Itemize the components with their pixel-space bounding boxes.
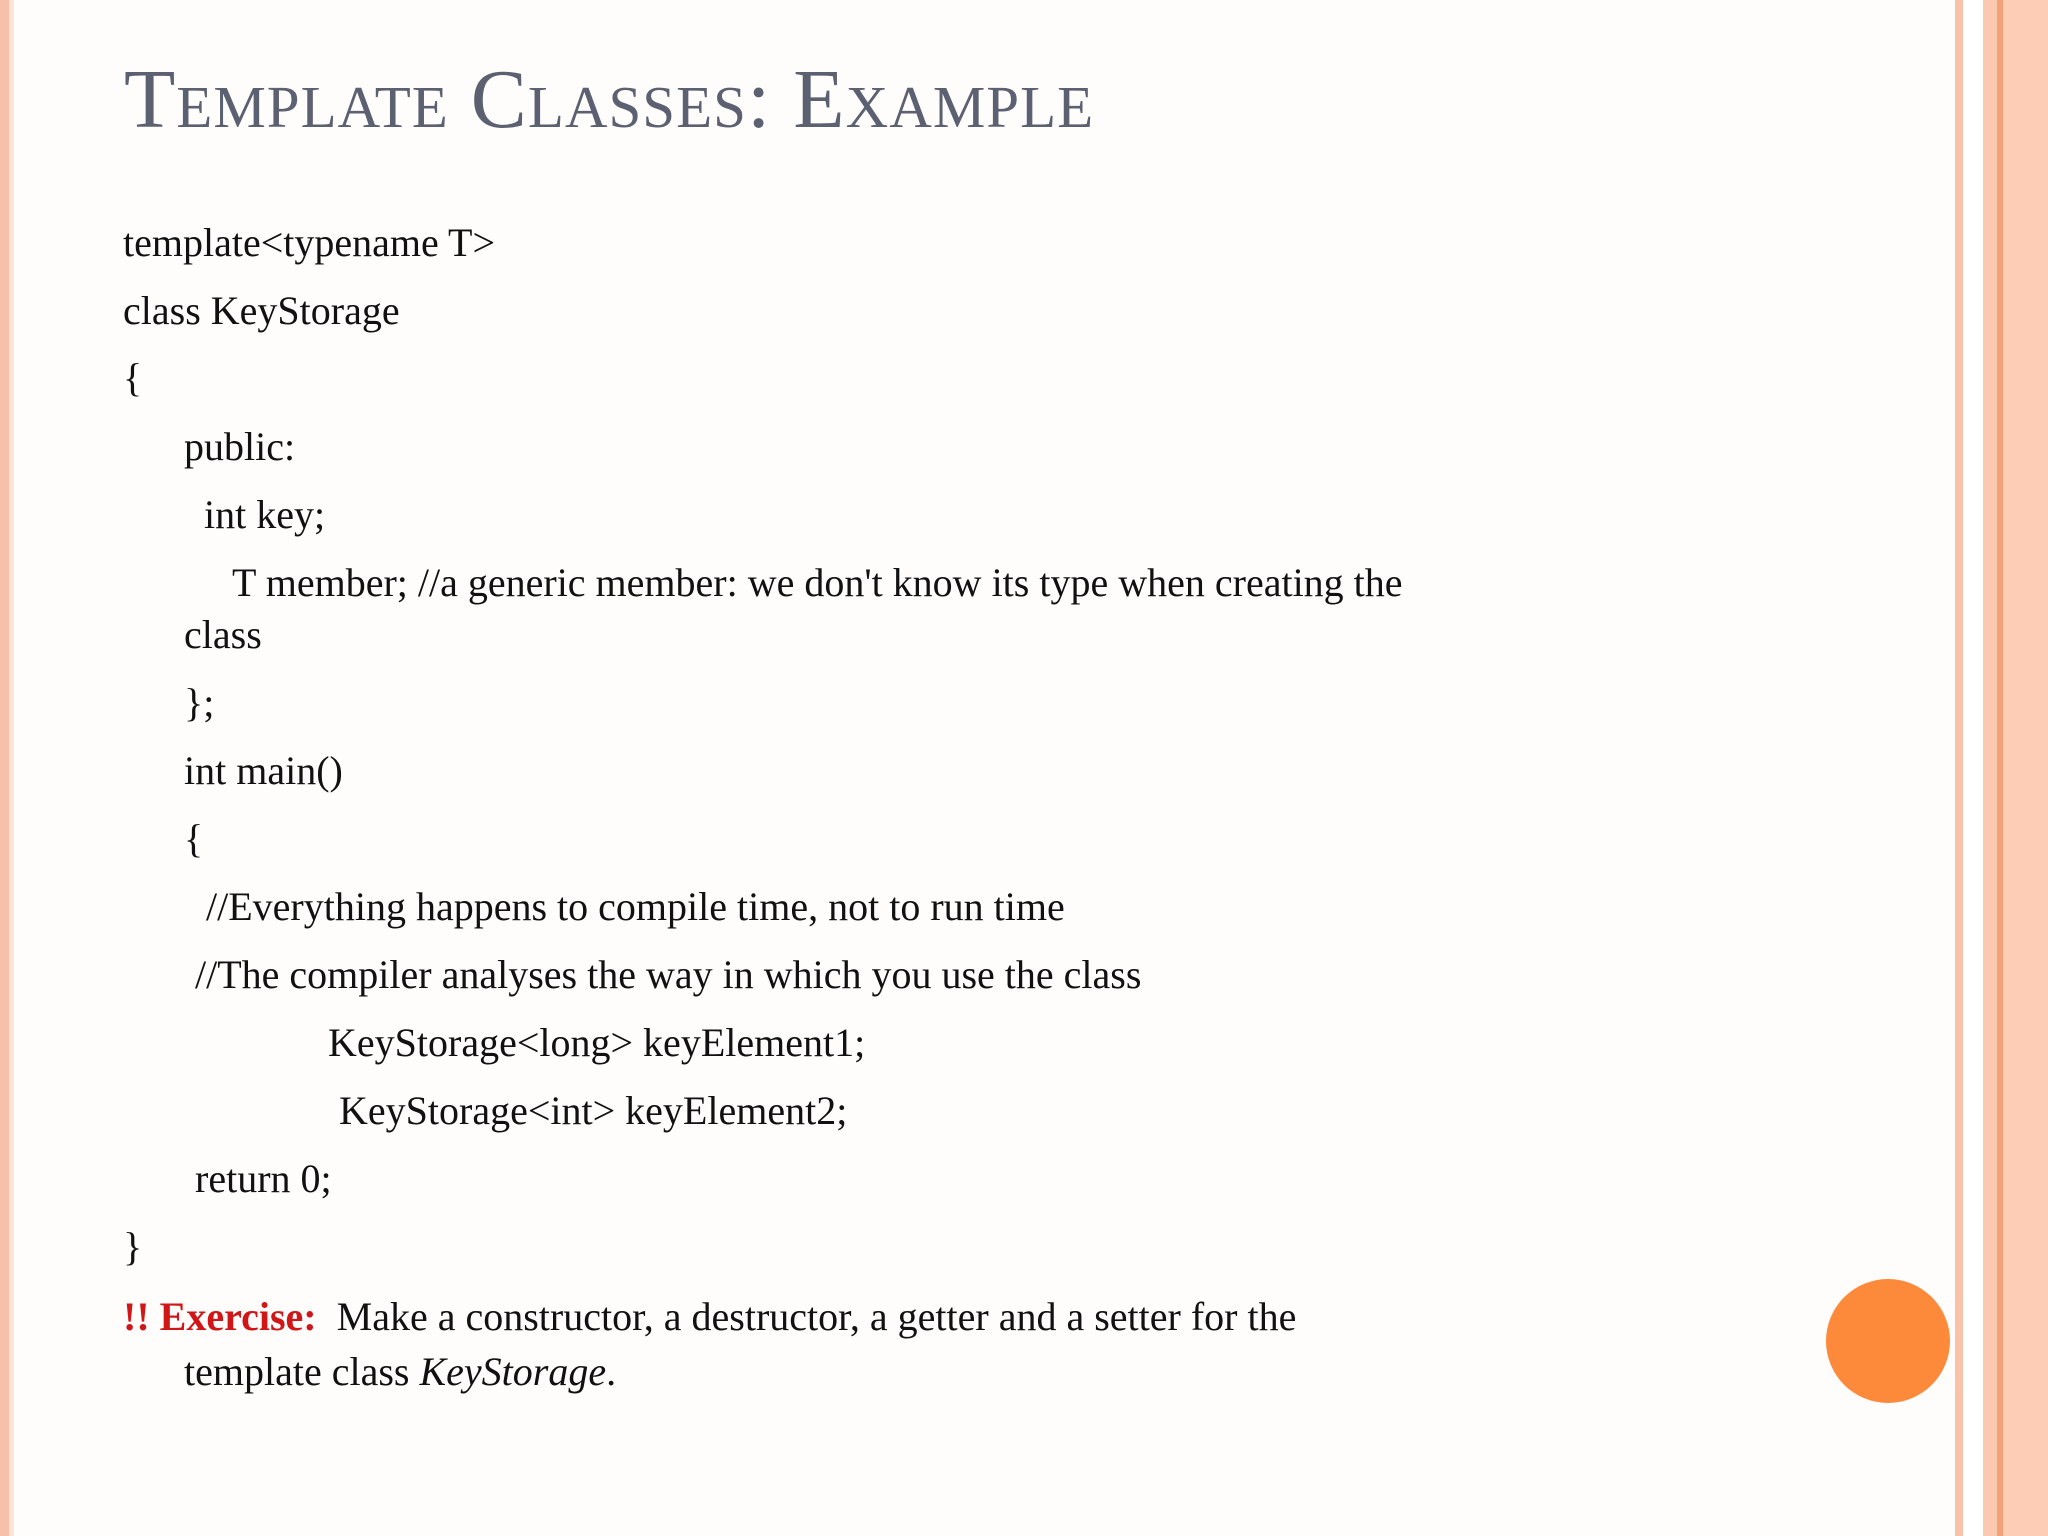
slide-title: Template Classes: Example: [124, 53, 1095, 146]
code-line: {: [184, 816, 204, 861]
exercise-spacer: [317, 1294, 337, 1339]
frame-stripe-left-inner: [9, 0, 14, 1536]
exercise-text-prefix: template class: [184, 1349, 420, 1394]
code-line: int key;: [204, 492, 326, 537]
code-line: class KeyStorage: [123, 288, 400, 333]
code-line: KeyStorage<long> keyElement1;: [328, 1020, 866, 1065]
code-line: public:: [184, 424, 296, 469]
frame-stripe-left: [0, 0, 9, 1536]
decorative-circle: [1826, 1279, 1950, 1403]
exercise-line-2: [184, 1349, 617, 1394]
exercise-class-name: KeyStorage: [419, 1349, 607, 1394]
code-line: };: [184, 680, 215, 725]
code-line: T member; //a generic member: we don't know its type when creating the: [232, 560, 1403, 605]
code-line: {: [123, 355, 143, 400]
exercise-line: [123, 1294, 1297, 1339]
code-line: }: [123, 1224, 143, 1269]
exercise-label: !! Exercise:: [123, 1294, 317, 1339]
code-line: class: [184, 612, 262, 657]
code-line: return 0;: [195, 1156, 332, 1201]
frame-stripe-right: [1955, 0, 1963, 1536]
frame-stripe-right-edge: [2003, 0, 2048, 1536]
code-line: int main(): [184, 748, 343, 793]
exercise-text: Make a constructor, a destructor, a getter and a setter for the: [336, 1294, 1297, 1339]
frame-stripe-right-outer: [1983, 0, 1997, 1536]
frame-stripe-right-gap: [1963, 0, 1983, 1536]
code-line: //Everything happens to compile time, not to run time: [206, 884, 1065, 929]
exercise-text-suffix: .: [606, 1349, 617, 1394]
code-line: KeyStorage<int> keyElement2;: [339, 1088, 848, 1133]
code-line: //The compiler analyses the way in which you use the class: [195, 952, 1142, 997]
code-line: template<typename T>: [123, 220, 496, 265]
